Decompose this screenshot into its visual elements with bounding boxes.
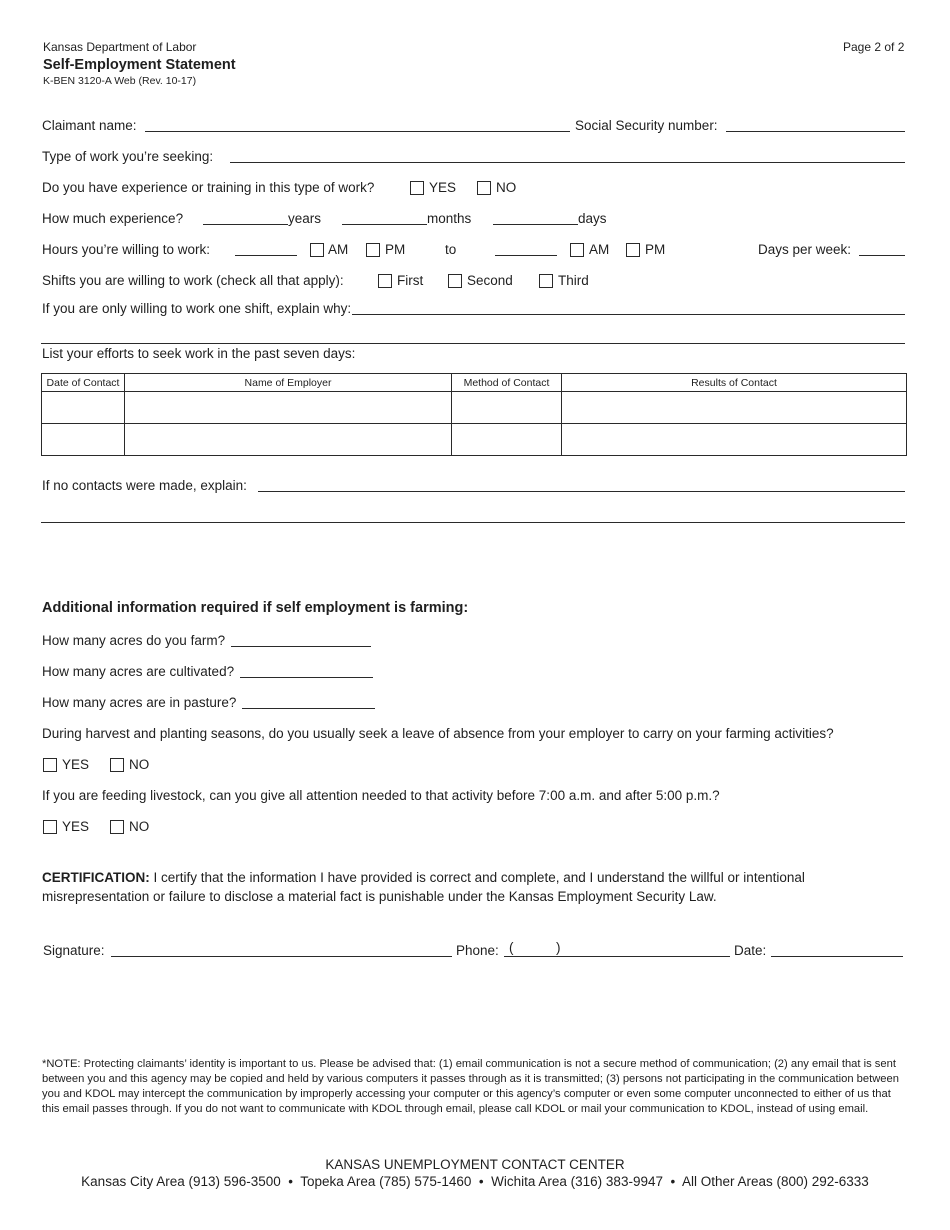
column-header: Results of Contact: [562, 374, 907, 392]
days-per-week-field[interactable]: [859, 255, 905, 256]
acres-pasture-field[interactable]: [242, 708, 375, 709]
leave-question: During harvest and planting seasons, do you usually seek a leave of absence from your employer to carry on your farming activities?: [42, 726, 834, 741]
date-of-contact-cell[interactable]: [42, 392, 125, 424]
date-field[interactable]: [771, 956, 903, 957]
table-row: [42, 392, 907, 424]
claimant-name-field[interactable]: [145, 131, 570, 132]
shift-first-checkbox[interactable]: [378, 274, 392, 288]
phone-area-close: ): [556, 940, 561, 955]
livestock-no-checkbox[interactable]: [110, 820, 124, 834]
experience-no-checkbox[interactable]: [477, 181, 491, 195]
employer-name-cell[interactable]: [125, 424, 452, 456]
date-of-contact-cell[interactable]: [42, 424, 125, 456]
column-header: Method of Contact: [452, 374, 562, 392]
claimant-name-label: Claimant name:: [42, 118, 137, 133]
experience-yes-checkbox[interactable]: [410, 181, 424, 195]
one-shift-field-line2[interactable]: [41, 343, 905, 344]
one-shift-field[interactable]: [352, 314, 905, 315]
contacts-table: [41, 373, 907, 456]
certification-label: CERTIFICATION:: [42, 870, 150, 885]
days-label: days: [578, 211, 607, 226]
agency-name: Kansas Department of Labor: [43, 40, 197, 54]
type-of-work-label: Type of work you’re seeking:: [42, 149, 214, 164]
phone-field[interactable]: [504, 956, 730, 957]
certification-text: [42, 868, 902, 906]
hours-to-pm-checkbox[interactable]: [626, 243, 640, 257]
contact-center-phones: Kansas City Area (913) 596-3500 • Topeka Area (785) 575-1460 • Wichita Area (316) 383-9947 • All Other Areas (800) 292-6333: [81, 1174, 869, 1189]
acres-farm-field[interactable]: [231, 646, 371, 647]
farming-heading: Additional information required if self employment is farming:: [42, 600, 469, 616]
contact-results-cell[interactable]: [562, 424, 907, 456]
livestock-yes-checkbox[interactable]: [43, 820, 57, 834]
contact-center-name: KANSAS UNEMPLOYMENT CONTACT CENTER: [325, 1157, 625, 1172]
shift-third-label: Third: [558, 273, 589, 288]
days-per-week-label: Days per week:: [758, 242, 852, 257]
acres-cultivated-label: How many acres are cultivated?: [42, 664, 235, 679]
hours-to-pm-label: PM: [645, 242, 666, 257]
ssn-field[interactable]: [726, 131, 905, 132]
table-row: [42, 424, 907, 456]
years-field[interactable]: [203, 224, 288, 225]
no-contacts-field[interactable]: [258, 491, 905, 492]
privacy-note: *NOTE: Protecting claimants’ identity is important to us. Please be advised that: (1) email communication is not a secure method of communication; (2) any email that is sent between you and this agency may be copied and held by various computers it passes through as it is transmitted; (3) persons not participating in the communication between you and KDOL may intercept the communication by improperly accessing your computer or this agency’s computer or even some computer unconnected to either of us that this email passes through. If you do not want to communicate with KDOL through email, please call KDOL or mail your communication to KDOL, instead of using email.: [42, 1058, 899, 1115]
leave-no-label: NO: [129, 757, 150, 772]
hours-to-am-label: AM: [589, 242, 610, 257]
experience-question: Do you have experience or training in this type of work?: [42, 180, 375, 195]
hours-from-field[interactable]: [235, 255, 297, 256]
contacts-table-header: [42, 374, 907, 392]
days-field[interactable]: [493, 224, 578, 225]
acres-cultivated-field[interactable]: [240, 677, 373, 678]
contact-method-cell[interactable]: [452, 392, 562, 424]
hours-label: Hours you’re willing to work:: [42, 242, 211, 257]
shifts-label: Shifts you are willing to work (check all that apply):: [42, 273, 344, 288]
hours-to-am-checkbox[interactable]: [570, 243, 584, 257]
shift-first-label: First: [397, 273, 424, 288]
type-of-work-field[interactable]: [230, 162, 905, 163]
form-title: Self-Employment Statement: [43, 57, 236, 73]
signature-label: Signature:: [43, 943, 105, 958]
certification-body: I certify that the information I have provided is correct and complete, and I understand the willful or intentional misrepresentation or failure to disclose a material fact is punishable under the Kansas Employment Security Law.: [42, 870, 805, 904]
livestock-no-label: NO: [129, 819, 150, 834]
leave-yes-label: YES: [62, 757, 90, 772]
shift-second-checkbox[interactable]: [448, 274, 462, 288]
hours-from-am-checkbox[interactable]: [310, 243, 324, 257]
contact-results-cell[interactable]: [562, 392, 907, 424]
hours-from-pm-label: PM: [385, 242, 406, 257]
livestock-yes-label: YES: [62, 819, 90, 834]
experience-yes-label: YES: [429, 180, 457, 195]
one-shift-label: If you are only willing to work one shift, explain why:: [42, 301, 352, 316]
shift-third-checkbox[interactable]: [539, 274, 553, 288]
ssn-label: Social Security number:: [575, 118, 718, 133]
months-label: months: [427, 211, 472, 226]
hours-from-pm-checkbox[interactable]: [366, 243, 380, 257]
column-header: Name of Employer: [125, 374, 452, 392]
phone-area-open: (: [509, 940, 514, 955]
page-number: Page 2 of 2: [843, 40, 905, 54]
efforts-label: List your efforts to seek work in the past seven days:: [42, 346, 356, 361]
employer-name-cell[interactable]: [125, 392, 452, 424]
experience-no-label: NO: [496, 180, 517, 195]
years-label: years: [288, 211, 322, 226]
hours-to-field[interactable]: [495, 255, 557, 256]
hours-to-label: to: [445, 242, 457, 257]
signature-field[interactable]: [111, 956, 452, 957]
livestock-question: If you are feeding livestock, can you give all attention needed to that activity before 7:00 a.m. and after 5:00 p.m.?: [42, 788, 720, 803]
no-contacts-label: If no contacts were made, explain:: [42, 478, 247, 493]
contact-method-cell[interactable]: [452, 424, 562, 456]
phone-label: Phone:: [456, 943, 499, 958]
leave-yes-checkbox[interactable]: [43, 758, 57, 772]
months-field[interactable]: [342, 224, 427, 225]
leave-no-checkbox[interactable]: [110, 758, 124, 772]
acres-farm-label: How many acres do you farm?: [42, 633, 226, 648]
acres-pasture-label: How many acres are in pasture?: [42, 695, 237, 710]
form-id: K-BEN 3120-A Web (Rev. 10-17): [43, 75, 197, 87]
column-header: Date of Contact: [42, 374, 125, 392]
how-much-experience-label: How much experience?: [42, 211, 184, 226]
no-contacts-field-line2[interactable]: [41, 522, 905, 523]
hours-from-am-label: AM: [328, 242, 349, 257]
date-label: Date:: [734, 943, 767, 958]
shift-second-label: Second: [467, 273, 513, 288]
